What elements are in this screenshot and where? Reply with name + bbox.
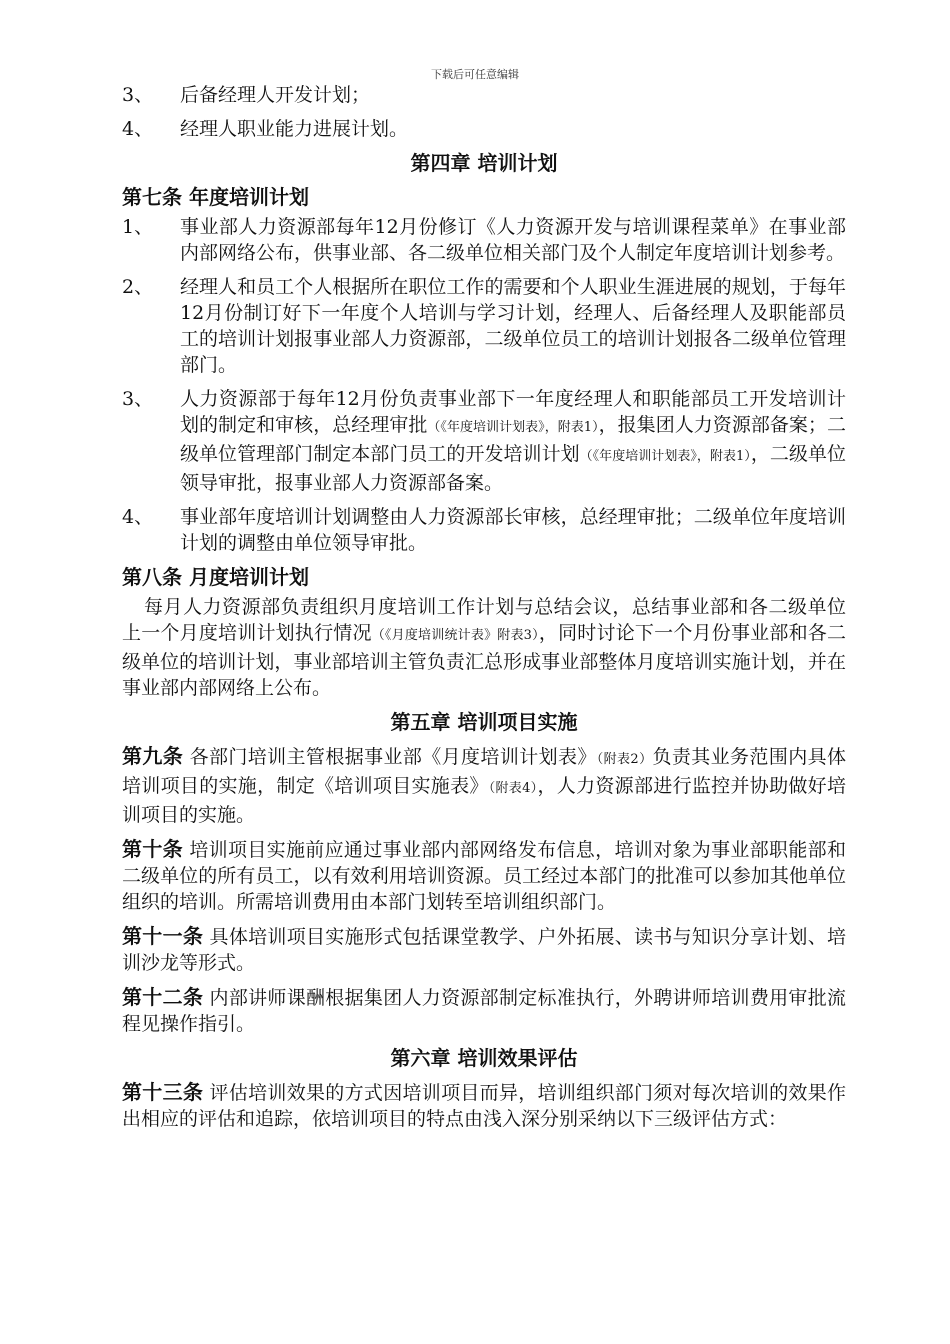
paragraph	[122, 1079, 846, 1132]
list-item	[122, 214, 846, 266]
paragraph	[122, 836, 846, 915]
item-text: 事业部年度培训计划调整由人力资源部长审核，总经理审批；二级单位年度培训计划的调整由单位领导审批。	[180, 506, 846, 554]
item-text: 事业部人力资源部每年12月份修订《人力资源开发与培训课程菜单》在事业部内部网络公布，供事业部、各二级单位相关部门及个人制定年度培训计划参考。	[180, 216, 846, 264]
item-text: 经理人职业能力进展计划。	[180, 118, 409, 140]
text-run: ，二级单位领导审批，报事业部人力资源部备案。	[180, 443, 846, 494]
text-run: 人力资源部于每年12月份负责事业部下一年度经理人和职能部员工开发培训计划的制定和审核，总经理审批	[180, 388, 846, 436]
item-text	[180, 386, 846, 496]
text-run: 具体培训项目实施形式包括课堂教学、户外拓展、读书与知识分享计划、培训沙龙等形式。	[122, 926, 846, 974]
paragraph	[122, 743, 846, 828]
article-heading: 第八条 月度培训计划	[122, 565, 309, 589]
article-label: 第十三条	[122, 1080, 204, 1104]
item-number: 3、	[122, 84, 154, 106]
item-number: 2、	[122, 276, 154, 298]
item-number: 4、	[122, 118, 154, 140]
list-item	[122, 116, 846, 142]
list-item	[122, 82, 846, 108]
text-run: ，报集团人力资源部备案；二级单位管理部门制定本部门员工的开发培训计划	[180, 414, 846, 465]
paragraph	[122, 594, 846, 701]
reference-note: （附表4）	[488, 781, 538, 796]
item-number: 3、	[122, 388, 154, 410]
reference-note: （《年度培训计划表》，附表1）	[427, 420, 599, 435]
text-run: ，人力资源部进行监控并协助做好培训项目的实施。	[122, 775, 846, 826]
chapter-heading: 第五章 培训项目实施	[390, 710, 578, 734]
text-run: 评估培训效果的方式因培训项目而异，培训组织部门须对每次培训的效果作出相应的评估和追踪，依培训项目的特点由浅入深分别采纳以下三级评估方式：	[122, 1082, 846, 1130]
page-header: 下载后可任意编辑	[431, 68, 519, 81]
reference-note: （《月度培训统计表》附表3）	[371, 628, 539, 643]
text-run: 内部讲师课酬根据集团人力资源部制定标准执行，外聘讲师培训费用审批流程见操作指引。	[122, 987, 846, 1035]
article-label: 第十一条	[122, 924, 204, 948]
item-number: 1、	[122, 216, 154, 238]
paragraph	[122, 984, 846, 1037]
text-run: 负责其业务范围内具体培训项目的实施，制定《培训项目实施表》	[122, 746, 846, 797]
list-item	[122, 274, 846, 378]
reference-note: （附表2）	[596, 752, 653, 767]
document-body	[122, 82, 846, 1140]
item-number: 4、	[122, 506, 154, 528]
article-heading: 第七条 年度培训计划	[122, 185, 309, 209]
chapter-heading: 第四章 培训计划	[410, 151, 558, 175]
text-run: ，同时讨论下一个月份事业部和各二级单位的培训计划，事业部培训主管负责汇总形成事业部整体月度培训实施计划，并在事业部内部网络上公布。	[122, 622, 846, 699]
reference-note: （《年度培训计划表》，附表1）	[579, 449, 751, 464]
list-item	[122, 386, 846, 496]
article-label: 第十条	[122, 837, 183, 861]
article-label: 第九条	[122, 744, 184, 768]
item-text: 后备经理人开发计划；	[180, 84, 371, 106]
text-run: 每月人力资源部负责组织月度培训工作计划与总结会议，总结事业部和各二级单位上一个月度培训计划执行情况	[122, 596, 846, 644]
text-run: 培训项目实施前应通过事业部内部网络发布信息，培训对象为事业部职能部和二级单位的所有员工，以有效利用培训资源。员工经过本部门的批准可以参加其他单位组织的培训。所需培训费用由本部门划转至培训组织部门。	[122, 839, 847, 913]
text-run: 各部门培训主管根据事业部《月度培训计划表》	[183, 746, 597, 768]
paragraph	[122, 923, 846, 976]
article-label: 第十二条	[122, 985, 204, 1009]
chapter-heading: 第六章 培训效果评估	[390, 1046, 578, 1070]
list-item	[122, 504, 846, 556]
item-text: 经理人和员工个人根据所在职位工作的需要和个人职业生涯进展的规划，于每年12月份制订好下一年度个人培训与学习计划，经理人、后备经理人及职能部员工的培训计划报事业部人力资源部，二级单位员工的培训计划报各二级单位管理部门。	[180, 276, 846, 376]
